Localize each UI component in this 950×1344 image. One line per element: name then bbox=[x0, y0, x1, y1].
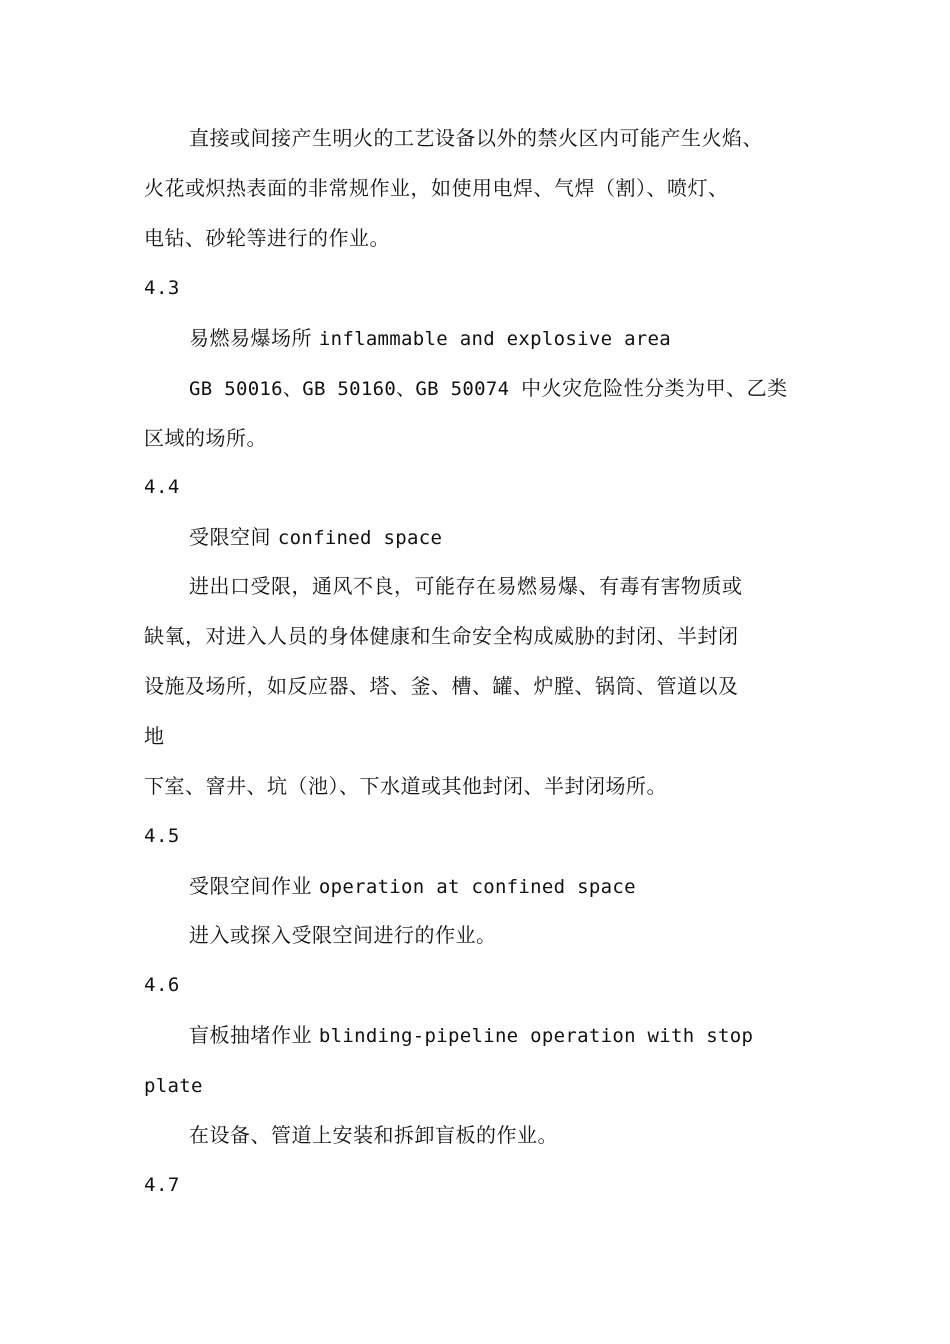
term-heading-continuation bbox=[144, 1071, 203, 1100]
section-number bbox=[144, 274, 180, 302]
text: 地 bbox=[144, 724, 165, 748]
section-number-text: 4.4 bbox=[144, 476, 180, 498]
term-zh: 受限空间作业 bbox=[189, 874, 319, 898]
text: 缺氧，对进入人员的身体健康和生命安全构成威胁的封闭、半封闭 bbox=[144, 624, 739, 648]
term-en: plate bbox=[144, 1075, 203, 1097]
text: 直接或间接产生明火的工艺设备以外的禁火区内可能产生火焰、 bbox=[189, 126, 763, 150]
paragraph-line bbox=[144, 174, 729, 202]
standard-refs: GB 50016、GB 50160、GB 50074 bbox=[189, 378, 522, 400]
text: 在设备、管道上安装和拆卸盲板的作业。 bbox=[189, 1123, 558, 1147]
text: 下室、窨井、坑（池）、下水道或其他封闭、半封闭场所。 bbox=[144, 774, 667, 798]
section-number-text: 4.7 bbox=[144, 1174, 180, 1196]
paragraph-line bbox=[144, 672, 739, 700]
text: 设施及场所，如反应器、塔、釜、槽、罐、炉膛、锅筒、管道以及 bbox=[144, 674, 739, 698]
section-number-text: 4.3 bbox=[144, 277, 180, 299]
term-heading bbox=[189, 872, 636, 901]
term-heading bbox=[189, 324, 671, 353]
text: 区域的场所。 bbox=[144, 426, 267, 450]
term-en: blinding-pipeline operation with stop bbox=[318, 1025, 754, 1047]
section-number bbox=[144, 473, 180, 501]
paragraph-line bbox=[144, 224, 390, 252]
paragraph-line bbox=[189, 1121, 558, 1149]
term-heading bbox=[189, 523, 442, 552]
text: 中火灾危险性分类为甲、乙类 bbox=[521, 376, 788, 400]
paragraph-line bbox=[189, 374, 788, 403]
paragraph-line bbox=[144, 622, 739, 650]
section-number bbox=[144, 1171, 180, 1199]
paragraph-line bbox=[189, 124, 763, 152]
text: 电钻、砂轮等进行的作业。 bbox=[144, 226, 390, 250]
term-heading bbox=[189, 1021, 753, 1050]
text: 进出口受限，通风不良，可能存在易燃易爆、有毒有害物质或 bbox=[189, 574, 743, 598]
section-number-text: 4.5 bbox=[144, 825, 180, 847]
text: 进入或探入受限空间进行的作业。 bbox=[189, 923, 497, 947]
paragraph-line bbox=[144, 772, 667, 800]
term-en: inflammable and explosive area bbox=[318, 328, 672, 350]
text: 火花或炽热表面的非常规作业，如使用电焊、气焊（割）、喷灯、 bbox=[144, 176, 729, 200]
term-zh: 盲板抽堵作业 bbox=[189, 1023, 319, 1047]
term-en: operation at confined space bbox=[318, 876, 636, 898]
term-zh: 易燃易爆场所 bbox=[189, 326, 319, 350]
term-en: confined space bbox=[277, 527, 443, 549]
paragraph-line bbox=[144, 424, 267, 452]
paragraph-line bbox=[189, 572, 743, 600]
section-number bbox=[144, 822, 180, 850]
paragraph-line bbox=[189, 921, 497, 949]
section-number bbox=[144, 971, 180, 999]
paragraph-line bbox=[144, 722, 165, 750]
section-number-text: 4.6 bbox=[144, 974, 180, 996]
term-zh: 受限空间 bbox=[189, 525, 278, 549]
